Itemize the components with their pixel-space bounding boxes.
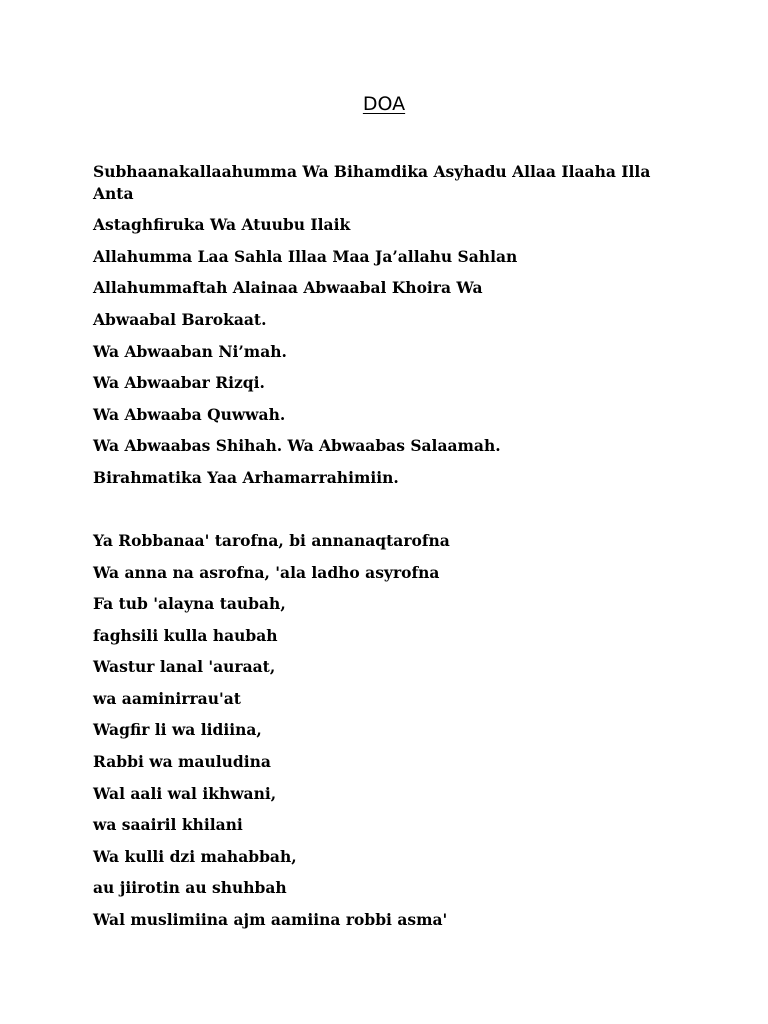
prayer-line: Wa anna na asrofna, 'ala ladho asyrofna [93,563,440,582]
prayer-line: Wal muslimiina ajm aamiina robbi asma' [93,910,448,929]
prayer-line: Subhaanakallaahumma Wa Bihamdika Asyhadu Allaa Ilaaha Illa [93,162,651,181]
prayer-line: Abwaabal Barokaat. [93,310,267,329]
prayer-line: Wa Abwaabas Shihah. Wa Abwaabas Salaamah. [93,436,501,455]
prayer-line: wa aaminirrau'at [93,689,241,708]
prayer-line: Wal aali wal ikhwani, [93,784,277,803]
prayer-line: au jiirotin au shuhbah [93,878,287,897]
prayer-line: Wa kulli dzi mahabbah, [93,847,297,866]
prayer-line: wa saairil khilani [93,815,243,834]
prayer-line: Birahmatika Yaa Arhamarrahimiin. [93,468,399,487]
prayer-line: faghsili kulla haubah [93,626,278,645]
prayer-line: Allahumma Laa Sahla Illaa Maa Ja’allahu Sahlan [93,247,518,266]
prayer-line: Anta [93,184,134,203]
prayer-line: Wagfir li wa lidiina, [93,720,262,739]
prayer-line: Wa Abwaaba Quwwah. [93,405,286,424]
prayer-line: Fa tub 'alayna taubah, [93,594,286,613]
prayer-line: Ya Robbanaa' tarofna, bi annanaqtarofna [93,531,450,550]
prayer-line: Astaghfiruka Wa Atuubu Ilaik [93,215,351,234]
document-title: DOA [362,93,406,115]
prayer-line: Wastur lanal 'auraat, [93,657,276,676]
prayer-line: Wa Abwaabar Rizqi. [93,373,265,392]
prayer-line: Wa Abwaaban Ni’mah. [93,342,287,361]
prayer-line: Allahummaftah Alainaa Abwaabal Khoira Wa [93,278,483,297]
prayer-line: Rabbi wa mauludina [93,752,271,771]
